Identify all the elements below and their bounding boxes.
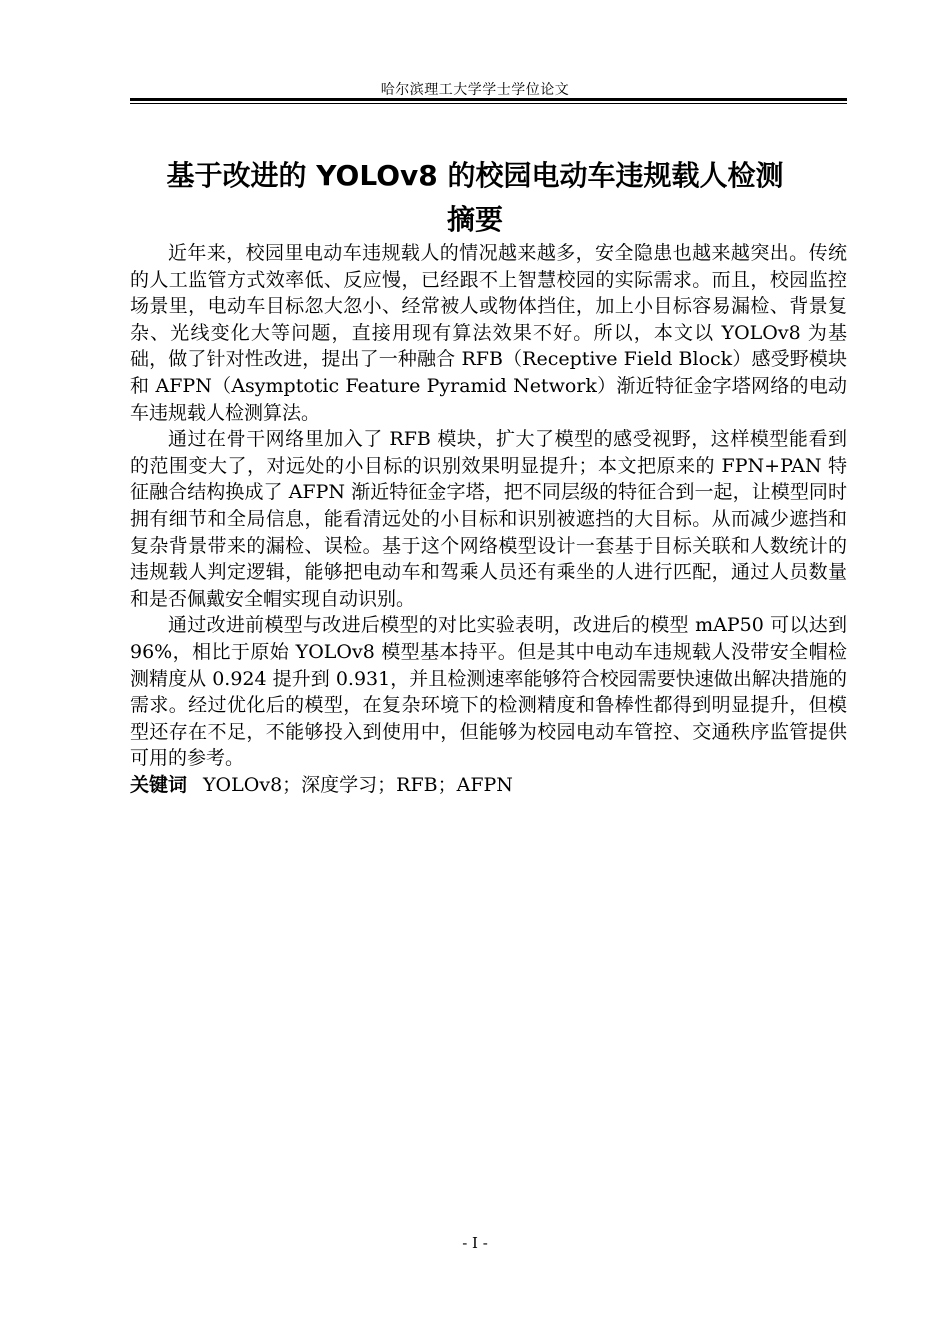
abstract-paragraph: 近年来，校园里电动车违规载人的情况越来越多，安全隐患也越来越突出。传统的人工监管方式效率低、反应慢，已经跟不上智慧校园的实际需求。而且，校园监控场景里，电动车目标忽大忽小、经常被人或物体挡住，加上小目标容易漏检、背景复杂、光线变化大等问题，直接用现有算法效果不好。所以，本文以 YOLOv8 为基础，做了针对性改进，提出了一种融合 RFB（Receptive Field Block）感受野模块和 AFPN（Asymptotic Feature Pyramid Network）渐近特征金字塔网络的电动车违规载人检测算法。: [130, 242, 847, 424]
abstract-heading: 摘要: [446, 203, 503, 236]
header-rule-thick: [130, 98, 847, 101]
header-title: 哈尔滨理工大学学士学位论文: [380, 82, 570, 98]
page-number: - I -: [462, 1234, 488, 1252]
header-rule-thin: [130, 103, 847, 104]
keywords-label: 关键词: [130, 773, 188, 796]
keywords-value: YOLOv8；深度学习；RFB；AFPN: [203, 773, 513, 796]
abstract-paragraph: 通过在骨干网络里加入了 RFB 模块，扩大了模型的感受视野，这样模型能看到的范围变大了，对远处的小目标的识别效果明显提升；本文把原来的 FPN+PAN 特征融合结构换成了 AFPN 渐近特征金字塔，把不同层级的特征合到一起，让模型同时拥有细节和全局信息，能看清远处的小目标和识别被遮挡的大目标。从而减少遮挡和复杂背景带来的漏检、误检。基于这个网络模型设计一套基于目标关联和人数统计的违规载人判定逻辑，能够把电动车和驾乘人员还有乘坐的人进行匹配，通过人员数量和是否佩戴安全帽实现自动识别。: [130, 428, 847, 610]
abstract-body: [130, 240, 847, 798]
thesis-title: 基于改进的 YOLOv8 的校园电动车违规载人检测: [166, 159, 784, 192]
abstract-paragraph: 通过改进前模型与改进后模型的对比实验表明，改进后的模型 mAP50 可以达到 96%，相比于原始 YOLOv8 模型基本持平。但是其中电动车违规载人没带安全帽检测精度从 0.924 提升到 0.931，并且检测速率能够符合校园需要快速做出解决措施的需求。经过优化后的模型，在复杂环境下的检测精度和鲁棒性都得到明显提升，但模型还存在不足，不能够投入到使用中，但能够为校园电动车管控、交通秩序监管提供可用的参考。: [130, 614, 847, 770]
keywords-line: [130, 772, 847, 799]
